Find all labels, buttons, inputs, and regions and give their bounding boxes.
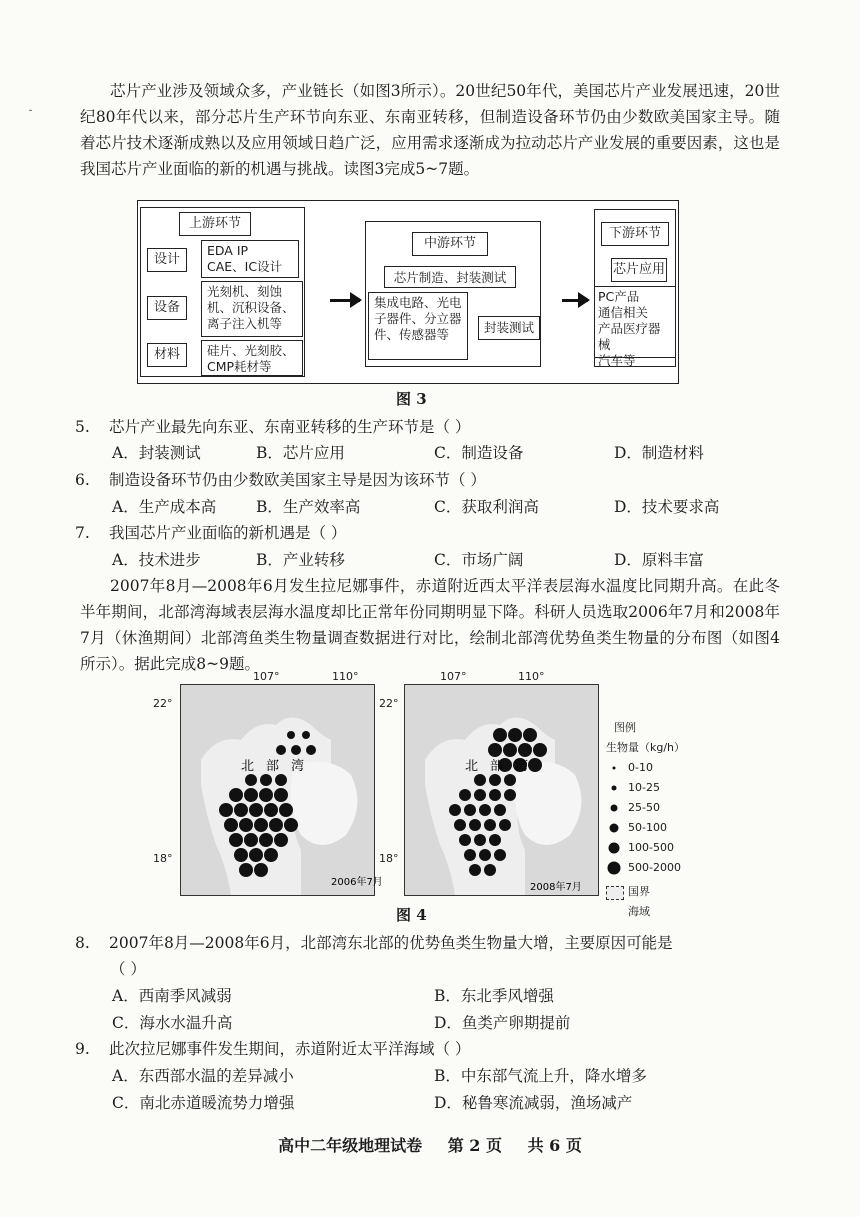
- place-label: 湾: [291, 759, 305, 774]
- biomass-dot: [474, 834, 486, 846]
- legend-item: 100-500: [606, 838, 685, 858]
- material-label: 材料: [147, 343, 187, 367]
- biomass-dot: [469, 819, 481, 831]
- footer-total: 共 6 页: [527, 1136, 582, 1155]
- biomass-dot: [291, 745, 301, 755]
- question-text: 此次拉尼娜事件发生期间，赤道附近太平洋海域（ ）: [109, 1040, 471, 1058]
- option-b[interactable]: B．东北季风增强: [434, 987, 554, 1005]
- option-a[interactable]: A．生产成本高: [112, 498, 217, 516]
- map-2006-svg: [181, 685, 383, 895]
- midstream-subtitle: 芯片制造、封装测试: [384, 266, 516, 288]
- intro-paragraph: 芯片产业涉及领域众多，产业链长（如图3所示）。20世纪50年代，美国芯片产业发展迅速，20世纪80年代以来，部分芯片生产环节向东亚、东南亚转移，但制造设备环节仍由少数欧美国家主导。随着芯片技术逐渐成熟以及应用领域日趋广泛，应用需求逐渐成为拉动芯片产业发展的重要因素，这也是我国芯片产业面临的新的机遇与挑战。读图3完成5~7题。: [80, 82, 780, 178]
- biomass-dot: [244, 833, 258, 847]
- biomass-dot: [244, 788, 258, 802]
- option-c[interactable]: C．海水水温升高: [112, 1014, 233, 1032]
- question-9-options-row2: [112, 1090, 812, 1116]
- map2-lon-107: 107°: [440, 670, 467, 683]
- biomass-dot: [494, 804, 506, 816]
- biomass-dot: [508, 728, 522, 742]
- question-5: [75, 414, 805, 440]
- biomass-dot: [234, 803, 248, 817]
- place-label: 北: [241, 759, 255, 774]
- biomass-dot: [245, 774, 257, 786]
- biomass-dot: [269, 818, 283, 832]
- biomass-dot: [459, 834, 471, 846]
- place-label: 北: [465, 759, 479, 774]
- map-legend: [606, 718, 685, 922]
- biomass-dot: [504, 789, 516, 801]
- legend-item: 0-10: [606, 758, 685, 778]
- question-8-paren: （ ）: [110, 960, 146, 978]
- upstream-block: [140, 207, 305, 377]
- intro-paragraph-2: 2007年8月—2008年6月发生拉尼娜事件，赤道附近西太平洋表层海水温度比同期升高。在此冬半年期间，北部湾海域表层海水温度却比正常年份同期明显下降。科研人员选取2006年7月和2008年7月（休渔期间）北部湾鱼类生物量调查数据进行对比，绘制北部湾优势鱼类生物量的分布图（如图4所示）。据此完成8~9题。: [80, 577, 780, 673]
- biomass-dot: [479, 804, 491, 816]
- downstream-text: PC产品 通信相关 产品医疗器械 汽车等: [594, 286, 676, 358]
- question-text: 芯片产业最先向东亚、东南亚转移的生产环节是（ ）: [109, 418, 471, 436]
- downstream-subtitle: 芯片应用: [611, 258, 667, 282]
- option-d[interactable]: D．鱼类产卵期提前: [434, 1014, 571, 1032]
- figure-3-caption: 图 3: [396, 390, 427, 408]
- map2-lon-110: 110°: [518, 670, 545, 683]
- option-b[interactable]: B．中东部气流上升，降水增多: [434, 1067, 647, 1085]
- option-c[interactable]: C．南北赤道暖流势力增强: [112, 1094, 295, 1112]
- midstream-block: [365, 221, 541, 367]
- legend-item: 10-25: [606, 778, 685, 798]
- footer-title: 高中二年级地理试卷: [278, 1136, 423, 1155]
- biomass-dot: [518, 743, 532, 757]
- place-label: 部: [490, 759, 504, 774]
- biomass-dot: [533, 743, 547, 757]
- biomass-dot: [254, 863, 268, 877]
- downstream-block: [594, 209, 676, 367]
- question-number: 7.: [75, 524, 90, 542]
- biomass-dot: [306, 745, 316, 755]
- scan-mark: ⁃: [28, 106, 33, 117]
- biomass-dot: [264, 848, 278, 862]
- biomass-dot: [523, 728, 537, 742]
- map1-lat-18: 18°: [153, 852, 173, 865]
- option-d[interactable]: D．制造材料: [614, 444, 704, 462]
- midstream-title: 中游环节: [412, 232, 488, 256]
- biomass-dot: [229, 833, 243, 847]
- question-text: 制造设备环节仍由少数欧美国家主导是因为该环节（ ）: [109, 471, 486, 489]
- biomass-dot: [474, 789, 486, 801]
- biomass-dot: [274, 788, 288, 802]
- option-b[interactable]: B．芯片应用: [256, 444, 345, 462]
- biomass-dot: [489, 774, 501, 786]
- option-c[interactable]: C．制造设备: [434, 444, 524, 462]
- biomass-dot: [488, 743, 502, 757]
- material-text: 硅片、光刻胶、CMP耗材等: [201, 340, 303, 376]
- question-8: [75, 930, 805, 956]
- design-label: 设计: [147, 248, 187, 272]
- biomass-dot: [489, 834, 501, 846]
- option-b[interactable]: B．产业转移: [256, 551, 345, 569]
- option-d[interactable]: D．技术要求高: [614, 498, 720, 516]
- midstream-text: 集成电路、光电子器件、分立器件、传感器等: [368, 292, 468, 360]
- question-6-options: [112, 494, 812, 520]
- biomass-dot: [279, 803, 293, 817]
- footer-page: 第 2 页: [447, 1136, 502, 1155]
- legend-unit: 生物量（kg/h）: [606, 741, 686, 754]
- biomass-dot: [499, 819, 511, 831]
- biomass-dot: [503, 743, 517, 757]
- biomass-dot: [459, 789, 471, 801]
- map-2006-date: 2006年7月: [331, 877, 383, 888]
- legend-item: 50-100: [606, 818, 685, 838]
- upstream-title: 上游环节: [179, 212, 251, 236]
- arrow-up-to-mid: [330, 299, 360, 302]
- equipment-text: 光刻机、刻蚀机、沉积设备、离子注入机等: [201, 281, 303, 337]
- biomass-dot: [528, 758, 542, 772]
- map2-lat-22: 22°: [379, 697, 399, 710]
- biomass-dot: [229, 788, 243, 802]
- question-number: 8.: [75, 934, 90, 952]
- question-9-options-row1: [112, 1063, 812, 1089]
- biomass-dot: [494, 849, 506, 861]
- biomass-dot: [259, 788, 273, 802]
- biomass-dot: [276, 745, 286, 755]
- question-number: 9.: [75, 1040, 90, 1058]
- design-text: EDA IP CAE、IC设计: [201, 240, 299, 278]
- option-d[interactable]: D．原料丰富: [614, 551, 704, 569]
- biomass-dot: [259, 833, 273, 847]
- map2-lat-18: 18°: [379, 852, 399, 865]
- biomass-dot: [287, 731, 295, 739]
- question-7-options: [112, 547, 812, 573]
- option-a[interactable]: A．东西部水温的差异减小: [112, 1067, 294, 1085]
- biomass-dot: [489, 789, 501, 801]
- biomass-dot: [274, 833, 288, 847]
- biomass-dot: [275, 774, 287, 786]
- biomass-dot: [239, 863, 253, 877]
- question-8-options-row2: [112, 1010, 812, 1036]
- biomass-dot: [224, 818, 238, 832]
- biomass-dot: [239, 818, 253, 832]
- option-a[interactable]: A．西南季风减弱: [112, 987, 232, 1005]
- biomass-dot: [219, 803, 233, 817]
- biomass-dot: [284, 818, 298, 832]
- question-number: 6.: [75, 471, 90, 489]
- map-2006: [180, 684, 383, 896]
- question-7: [75, 520, 805, 546]
- question-9: [75, 1036, 805, 1062]
- biomass-dot: [302, 731, 310, 739]
- biomass-dot: [484, 819, 496, 831]
- biomass-dot: [449, 804, 461, 816]
- map1-lon-110: 110°: [332, 670, 359, 683]
- biomass-dot: [464, 849, 476, 861]
- equipment-label: 设备: [147, 296, 187, 320]
- biomass-dot: [260, 774, 272, 786]
- map1-lat-22: 22°: [153, 697, 173, 710]
- biomass-dot: [484, 864, 496, 876]
- option-c[interactable]: C．获取利润高: [434, 498, 539, 516]
- map-2008: [404, 684, 599, 896]
- map-2008-date: 2008年7月: [530, 882, 582, 893]
- option-a[interactable]: A．技术进步: [112, 551, 201, 569]
- biomass-dot: [264, 803, 278, 817]
- arrow-mid-to-down: [562, 299, 588, 302]
- question-5-options: [112, 440, 812, 466]
- downstream-title: 下游环节: [601, 222, 669, 246]
- map-2008-svg: [405, 685, 598, 895]
- place-label: 部: [266, 759, 280, 774]
- option-a[interactable]: A．封装测试: [112, 444, 201, 462]
- biomass-dot: [234, 848, 248, 862]
- figure-4-caption: 图 4: [396, 906, 427, 924]
- question-text: 我国芯片产业面临的新机遇是（ ）: [109, 524, 347, 542]
- biomass-dot: [249, 848, 263, 862]
- question-number: 5.: [75, 418, 90, 436]
- place-label: 湾: [515, 759, 529, 774]
- legend-border: 国界: [606, 882, 685, 902]
- biomass-dot: [254, 818, 268, 832]
- biomass-dot: [464, 804, 476, 816]
- biomass-dot: [249, 803, 263, 817]
- option-b[interactable]: B．生产效率高: [256, 498, 361, 516]
- legend-item: 25-50: [606, 798, 685, 818]
- packaging-test-label: 封装测试: [478, 316, 540, 340]
- map1-lon-107: 107°: [253, 670, 280, 683]
- figure-3-diagram: [137, 200, 679, 384]
- legend-item: 500-2000: [606, 858, 685, 878]
- option-d[interactable]: D．秘鲁寒流减弱，渔场减产: [434, 1094, 633, 1112]
- question-text: 2007年8月—2008年6月，北部湾东北部的优势鱼类生物量大增，主要原因可能是: [109, 934, 673, 952]
- option-c[interactable]: C．市场广阔: [434, 551, 524, 569]
- question-6: [75, 467, 805, 493]
- question-8-options-row1: [112, 983, 812, 1009]
- biomass-dot: [479, 849, 491, 861]
- legend-title: 图例: [614, 721, 636, 734]
- biomass-dot: [474, 774, 486, 786]
- biomass-dot: [493, 728, 507, 742]
- biomass-dot: [504, 774, 516, 786]
- biomass-dot: [469, 864, 481, 876]
- page-footer: [0, 1133, 860, 1156]
- biomass-dot: [454, 819, 466, 831]
- legend-sea: 海域: [628, 905, 650, 918]
